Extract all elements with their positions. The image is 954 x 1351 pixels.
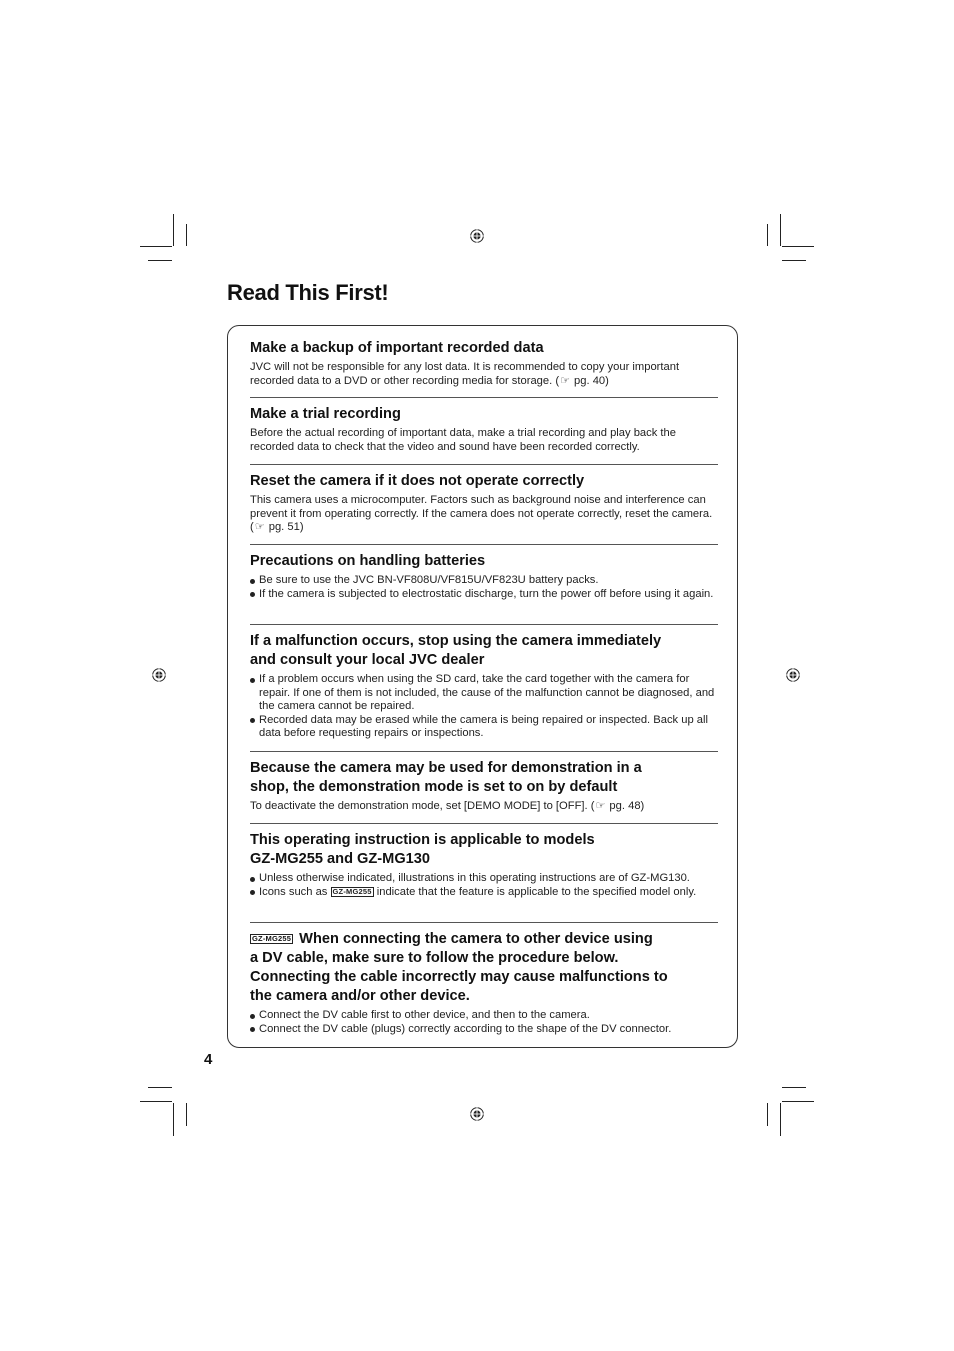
list-item: Icons such as GZ-MG255 indicate that the feature is applicable to the specified model only. [250,886,718,900]
crop-mark [173,1103,174,1136]
crop-mark [767,224,768,246]
section-reset [250,472,718,535]
crop-mark [782,1087,806,1088]
page-title: Read This First! [227,280,389,305]
crop-mark [782,246,814,247]
reference-icon: ☞ [560,374,570,387]
crop-mark [767,1103,768,1126]
list-item: Connect the DV cable first to other device, and then to the camera. [250,1009,718,1023]
section-heading: Reset the camera if it does not operate correctly [250,473,585,489]
section-heading: Make a backup of important recorded data [250,340,544,356]
section-heading: Precautions on handling batteries [250,553,486,569]
crop-mark [140,246,172,247]
notice-box [227,325,738,1048]
section-malfunction [250,632,718,741]
crop-mark [782,260,806,261]
page-number: 4 [204,1051,213,1068]
section-divider [250,751,718,752]
model-badge: GZ-MG255 [332,886,372,896]
section-text: To deactivate the demonstration mode, set [DEMO MODE] to [OFF]. (☞ pg. 48) [250,800,645,812]
section-text: Before the actual recording of important data, make a trial recording and play back the recorded data to check that the video and sound have been recorded correctly. [250,427,676,453]
section-divider [250,397,718,398]
list-item: Be sure to use the JVC BN-VF808U/VF815U/VF823U battery packs. [250,574,718,588]
section-text: This camera uses a microcomputer. Factors such as background noise and interference can prevent it from operating correctly. If the camera does not operate correctly, reset the camera. (☞ pg. 51) [250,494,713,534]
crop-mark [782,1101,814,1102]
section-text: JVC will not be responsible for any lost data. It is recommended to copy your important recorded data to a DVD or other recording media for storage. (☞ pg. 40) [250,361,680,387]
section-demo-mode [250,759,718,814]
bullet-list [250,872,718,899]
reference-icon: ☞ [595,800,606,812]
crop-mark [148,260,172,261]
registration-mark-icon [470,1107,484,1121]
crop-mark [186,1103,187,1126]
registration-mark-icon [470,229,484,243]
section-models [250,831,718,899]
list-item: Unless otherwise indicated, illustrations in this operating instructions are of GZ-MG130. [250,872,718,886]
section-trial-recording [250,405,718,454]
bullet-list [250,574,718,601]
crop-mark [780,214,781,246]
crop-mark [148,1087,172,1088]
bullet-list [250,1009,718,1036]
list-item: If the camera is subjected to electrostatic discharge, turn the power off before using it again. [250,588,718,602]
registration-mark-icon [786,668,800,682]
section-heading: If a malfunction occurs, stop using the camera immediately and consult your local JVC dealer [250,633,662,668]
registration-mark-icon [152,668,166,682]
bullet-list [250,673,718,741]
model-badge: GZ-MG255 [252,934,292,943]
section-divider [250,823,718,824]
list-item: Connect the DV cable (plugs) correctly according to the shape of the DV connector. [250,1023,718,1037]
section-divider [250,464,718,465]
section-heading: Make a trial recording [250,406,401,422]
list-item: If a problem occurs when using the SD card, take the card together with the camera for repair. If one of them is not included, the cause of the malfunction cannot be diagnosed, and the camera cannot be repaired. [250,673,718,714]
crop-mark [140,1101,172,1102]
section-divider [250,544,718,545]
section-heading: GZ-MG255 When connecting the camera to other device using a DV cable, make sure to follow the procedure below. Connecting the cable incorrectly may cause malfunctions to the camera and/or other device. [250,931,668,1004]
section-heading: This operating instruction is applicable to models GZ-MG255 and GZ-MG130 [250,832,595,867]
crop-mark [780,1103,781,1136]
section-backup [250,339,718,388]
section-dv-cable [250,930,718,1036]
section-batteries [250,552,718,601]
section-heading: Because the camera may be used for demonstration in a shop, the demonstration mode is set to on by default [250,760,642,795]
list-item: Recorded data may be erased while the camera is being repaired or inspected. Back up all data before requesting repairs or inspections. [250,714,718,741]
crop-mark [186,224,187,246]
reference-icon: ☞ [254,521,265,534]
crop-mark [173,214,174,246]
section-divider [250,922,718,923]
section-divider [250,624,718,625]
